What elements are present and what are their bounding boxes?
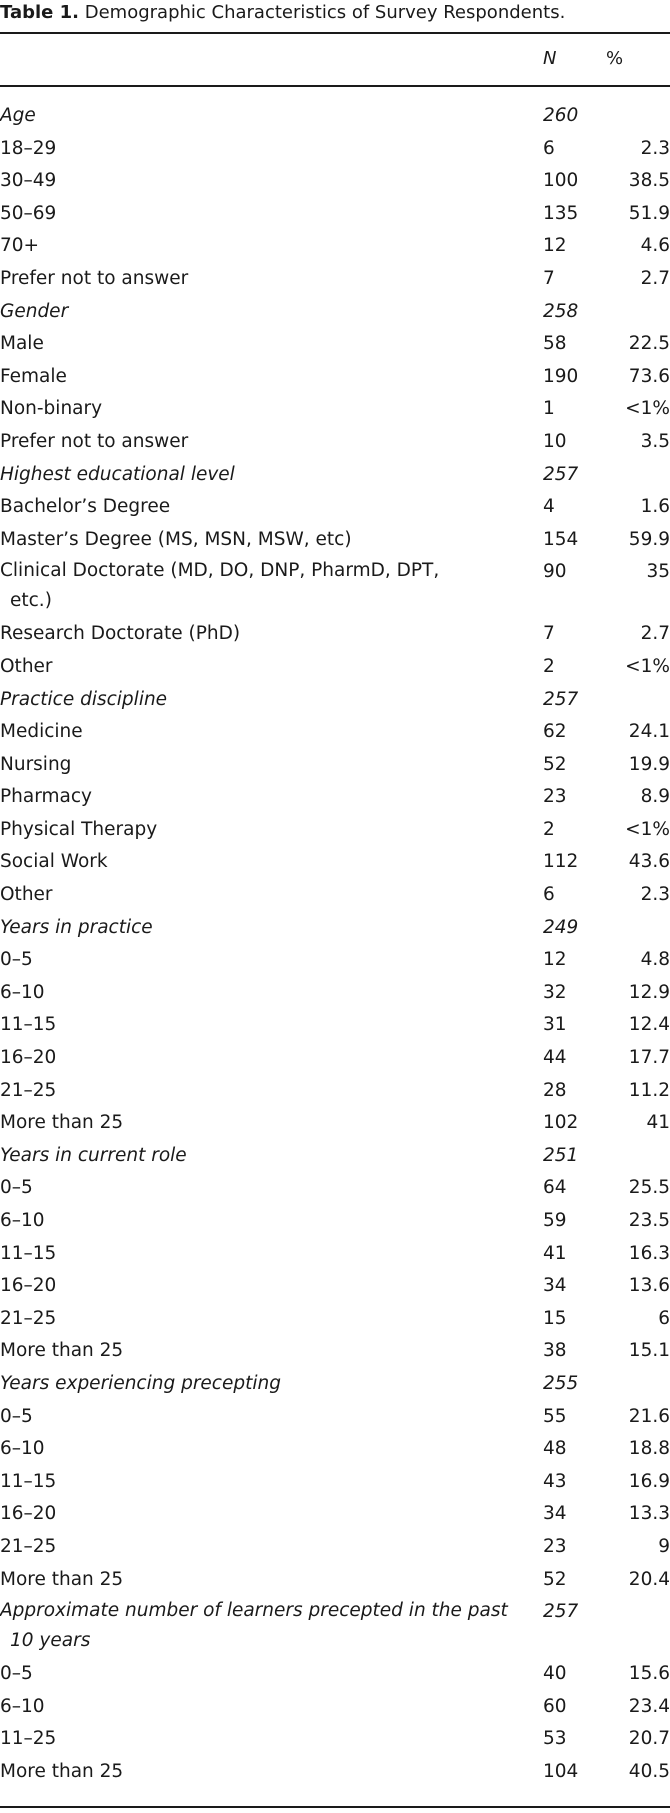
bottom-rule (0, 1806, 670, 1808)
row-n-value: 43 (543, 1470, 567, 1492)
row-label-line: More than 25 (0, 1568, 124, 1590)
row-n-value: 7 (543, 267, 555, 289)
row-label-line: 11–25 (0, 1728, 57, 1750)
table-row (0, 1658, 670, 1691)
row-label-line: 16–20 (0, 1275, 57, 1297)
row-n-value: 90 (543, 561, 567, 583)
row-label-line: Highest educational level (0, 463, 235, 485)
row-percent-value: 13.3 (628, 1503, 670, 1525)
row-n-value: 249 (543, 916, 579, 938)
row-percent-value: 11.2 (628, 1079, 670, 1101)
row-label-line: Physical Therapy (0, 818, 158, 840)
row-label (0, 361, 67, 394)
row-label (0, 524, 352, 557)
row-label (0, 1075, 56, 1108)
row-n-value: 40 (543, 1663, 567, 1685)
table-row (0, 749, 670, 782)
row-n-value: 44 (543, 1047, 567, 1069)
table-row (0, 165, 670, 198)
table-row (0, 198, 670, 231)
row-n-value: 258 (543, 300, 579, 322)
row-label (0, 1042, 56, 1075)
table-group-row (0, 684, 670, 717)
table-row (0, 618, 670, 651)
row-label-line: 0–5 (0, 1663, 33, 1685)
row-label (0, 426, 188, 459)
row-n-value: 100 (543, 170, 579, 192)
row-n-value: 34 (543, 1275, 567, 1297)
table-row (0, 393, 670, 426)
row-n-value: 7 (543, 623, 555, 645)
row-n-value: 48 (543, 1438, 567, 1460)
row-n-value: 6 (543, 137, 555, 159)
row-percent-value: 8.9 (640, 786, 670, 808)
row-label (0, 1335, 123, 1368)
row-n-value: 41 (543, 1242, 567, 1264)
column-header-percent: % (606, 48, 624, 69)
row-label (0, 1238, 56, 1271)
row-percent-value: 18.8 (628, 1438, 670, 1460)
row-label-line: Gender (0, 300, 69, 322)
column-header-n: N (543, 48, 557, 69)
table-row (0, 814, 670, 847)
row-percent-value: 4.6 (640, 235, 670, 257)
row-label-line: Approximate number of learners precepted in the past (0, 1600, 508, 1622)
table-row (0, 1075, 670, 1108)
row-label (0, 651, 53, 684)
row-label-line: 18–29 (0, 137, 57, 159)
row-percent-value: 13.6 (628, 1275, 670, 1297)
row-label-line: Other (0, 655, 53, 677)
table-row (0, 846, 670, 879)
row-label-line: 6–10 (0, 981, 45, 1003)
row-percent-value: 3.5 (640, 430, 670, 452)
table-row (0, 1564, 670, 1597)
row-label (0, 1531, 56, 1564)
row-label-line: Social Work (0, 851, 108, 873)
row-label-line: Pharmacy (0, 786, 92, 808)
row-percent-value: 41 (646, 1112, 670, 1134)
row-label (0, 491, 170, 524)
table-group-row (0, 1596, 670, 1658)
row-label (0, 133, 56, 166)
row-label (0, 684, 167, 717)
row-percent-value: 4.8 (640, 949, 670, 971)
table-row (0, 879, 670, 912)
table-row (0, 1238, 670, 1271)
row-n-value: 260 (543, 105, 579, 126)
row-label (0, 393, 102, 426)
table-row (0, 1433, 670, 1466)
row-label-line: Years in practice (0, 916, 153, 938)
row-label (0, 846, 108, 879)
row-percent-value: 21.6 (628, 1405, 670, 1427)
row-label-line: Medicine (0, 721, 83, 743)
row-label-line: 21–25 (0, 1079, 57, 1101)
table-caption (0, 0, 670, 32)
table-row (0, 230, 670, 263)
row-percent-value: 2.3 (640, 137, 670, 159)
row-percent-value: 40.5 (628, 1760, 670, 1782)
row-label-line: 0–5 (0, 1405, 33, 1427)
row-percent-value: <1% (625, 398, 670, 420)
row-n-value: 52 (543, 753, 567, 775)
table-row (0, 426, 670, 459)
row-label-line: Male (0, 333, 44, 355)
row-label (0, 1401, 33, 1434)
row-n-value: 64 (543, 1177, 567, 1199)
row-percent-value: 9 (658, 1535, 670, 1557)
row-n-value: 55 (543, 1405, 567, 1427)
row-label (0, 1009, 56, 1042)
table-row (0, 1009, 670, 1042)
table-row (0, 556, 670, 618)
table-row (0, 1498, 670, 1531)
row-label (0, 1270, 56, 1303)
row-n-value: 2 (543, 818, 555, 840)
table-body (0, 100, 670, 1789)
row-n-value: 257 (543, 688, 579, 710)
table-group-row (0, 296, 670, 329)
row-n-value: 10 (543, 430, 567, 452)
row-label (0, 1723, 56, 1756)
row-percent-value: 16.9 (628, 1470, 670, 1492)
row-n-value: 59 (543, 1210, 567, 1231)
table-group-row (0, 100, 670, 133)
table-row (0, 1531, 670, 1564)
row-percent-value: 24.1 (628, 721, 670, 743)
row-label-line: 30–49 (0, 170, 57, 192)
row-label (0, 459, 235, 492)
table-group-row (0, 459, 670, 492)
row-label-line: Master’s Degree (MS, MSN, MSW, etc) (0, 528, 352, 550)
row-label (0, 977, 45, 1010)
row-label-continuation: 10 years (10, 1630, 91, 1652)
row-n-value: 28 (543, 1079, 567, 1101)
table-row (0, 977, 670, 1010)
row-n-value: 104 (543, 1760, 579, 1782)
row-percent-value: 73.6 (628, 365, 670, 387)
table-row (0, 1723, 670, 1756)
row-label (0, 556, 510, 616)
row-label-line: 0–5 (0, 949, 33, 971)
table-row (0, 1107, 670, 1140)
row-label (0, 716, 83, 749)
row-percent-value: 6 (658, 1307, 670, 1329)
row-label (0, 814, 157, 847)
row-percent-value: 35 (646, 561, 670, 583)
table-row (0, 944, 670, 977)
row-percent-value: 17.7 (628, 1047, 670, 1069)
table-row (0, 1335, 670, 1368)
row-percent-value: 12.4 (628, 1014, 670, 1036)
row-n-value: 38 (543, 1340, 567, 1362)
top-rule (0, 32, 670, 34)
table-group-row (0, 1140, 670, 1173)
row-label (0, 198, 56, 231)
row-label-line: Prefer not to answer (0, 267, 189, 289)
row-label-line: 16–20 (0, 1047, 57, 1069)
row-percent-value: 1.6 (640, 496, 670, 518)
row-percent-value: <1% (625, 655, 670, 677)
row-n-value: 31 (543, 1014, 567, 1036)
table-row (0, 716, 670, 749)
row-label (0, 618, 240, 651)
row-label (0, 1466, 56, 1499)
row-label-line: 70+ (0, 235, 40, 257)
row-label (0, 1756, 123, 1789)
row-label-line: Practice discipline (0, 688, 168, 710)
row-label (0, 1368, 281, 1401)
table-row (0, 781, 670, 814)
row-label-line: 11–15 (0, 1014, 57, 1036)
row-n-value: 6 (543, 884, 555, 906)
table-group-row (0, 912, 670, 945)
row-label-line: 16–20 (0, 1503, 57, 1525)
row-label-line: 6–10 (0, 1695, 45, 1717)
row-n-value: 23 (543, 1535, 567, 1557)
row-label-line: Clinical Doctorate (MD, DO, DNP, PharmD, DPT, (0, 560, 440, 582)
row-percent-value: 38.5 (628, 170, 670, 192)
row-percent-value: 25.5 (628, 1177, 670, 1199)
table-row (0, 328, 670, 361)
table-row (0, 263, 670, 296)
row-percent-value: 23.5 (628, 1210, 670, 1231)
row-label-line: 6–10 (0, 1438, 45, 1460)
row-label (0, 100, 36, 133)
row-n-value: 58 (543, 333, 567, 355)
row-n-value: 190 (543, 365, 579, 387)
row-label (0, 1107, 123, 1140)
row-n-value: 62 (543, 721, 567, 743)
row-label-line: 21–25 (0, 1307, 57, 1329)
table-row (0, 651, 670, 684)
row-percent-value: 12.9 (628, 981, 670, 1003)
row-n-value: 1 (543, 398, 555, 420)
row-percent-value: <1% (625, 818, 670, 840)
row-n-value: 251 (543, 1144, 579, 1166)
row-label (0, 1564, 123, 1597)
row-n-value: 154 (543, 528, 579, 550)
row-label-line: Female (0, 365, 67, 387)
row-n-value: 257 (543, 1601, 579, 1623)
row-label (0, 1140, 187, 1173)
table-title: Demographic Characteristics of Survey Respondents. (84, 2, 566, 23)
row-label-line: 6–10 (0, 1210, 45, 1231)
row-label (0, 781, 92, 814)
row-percent-value: 43.6 (628, 851, 670, 873)
row-label-line: Prefer not to answer (0, 430, 189, 452)
table-row (0, 1691, 670, 1724)
table-row (0, 1270, 670, 1303)
table-number: Table 1. (0, 2, 79, 23)
row-percent-value: 51.9 (628, 202, 670, 224)
row-percent-value: 19.9 (628, 753, 670, 775)
row-percent-value: 15.6 (628, 1663, 670, 1685)
row-label-line: 11–15 (0, 1242, 57, 1264)
row-label (0, 1205, 45, 1238)
table-row (0, 1303, 670, 1336)
row-percent-value: 20.4 (628, 1568, 670, 1590)
row-percent-value: 20.7 (628, 1728, 670, 1750)
row-label (0, 296, 68, 329)
row-label (0, 165, 56, 198)
row-label-line: Other (0, 884, 53, 906)
table-row (0, 1756, 670, 1789)
table-row (0, 1205, 670, 1238)
table-row (0, 1042, 670, 1075)
row-label-line: Bachelor’s Degree (0, 496, 171, 518)
row-n-value: 4 (543, 496, 555, 518)
row-label-line: 50–69 (0, 202, 57, 224)
row-label (0, 749, 71, 782)
row-label (0, 944, 33, 977)
table-row (0, 1172, 670, 1205)
row-n-value: 12 (543, 949, 567, 971)
row-label-line: Non-binary (0, 398, 103, 420)
row-n-value: 15 (543, 1307, 567, 1329)
row-n-value: 102 (543, 1112, 579, 1134)
row-n-value: 32 (543, 981, 567, 1003)
row-n-value: 23 (543, 786, 567, 808)
row-percent-value: 22.5 (628, 333, 670, 355)
row-percent-value: 59.9 (628, 528, 670, 550)
row-label-line: Years in current role (0, 1144, 187, 1166)
table-row (0, 361, 670, 394)
row-label (0, 230, 39, 263)
row-n-value: 60 (543, 1695, 567, 1717)
table-row (0, 524, 670, 557)
row-label (0, 1303, 56, 1336)
row-label (0, 1498, 56, 1531)
row-label-line: 0–5 (0, 1177, 33, 1199)
row-label (0, 879, 53, 912)
row-percent-value: 23.4 (628, 1695, 670, 1717)
row-label (0, 1433, 45, 1466)
row-label (0, 263, 188, 296)
table-row (0, 1401, 670, 1434)
row-n-value: 52 (543, 1568, 567, 1590)
table-row (0, 133, 670, 166)
row-n-value: 12 (543, 235, 567, 257)
row-label (0, 1596, 510, 1656)
row-label-line: Years experiencing precepting (0, 1372, 281, 1394)
row-label (0, 328, 44, 361)
row-n-value: 135 (543, 202, 579, 224)
row-label-continuation: etc.) (10, 590, 52, 612)
row-label-line: Nursing (0, 753, 72, 775)
row-n-value: 255 (543, 1372, 579, 1394)
row-label (0, 1172, 33, 1205)
row-n-value: 53 (543, 1728, 567, 1750)
row-n-value: 34 (543, 1503, 567, 1525)
row-percent-value: 2.3 (640, 884, 670, 906)
row-percent-value: 2.7 (640, 623, 670, 645)
row-label-line: Research Doctorate (PhD) (0, 623, 241, 645)
header-rule (0, 85, 670, 87)
row-n-value: 112 (543, 851, 579, 873)
row-label-line: Age (0, 105, 36, 126)
row-label (0, 1658, 33, 1691)
row-label-line: 11–15 (0, 1470, 57, 1492)
row-label (0, 912, 153, 945)
row-label-line: 21–25 (0, 1535, 57, 1557)
row-n-value: 257 (543, 463, 579, 485)
row-percent-value: 15.1 (628, 1340, 670, 1362)
row-percent-value: 16.3 (628, 1242, 670, 1264)
row-n-value: 2 (543, 655, 555, 677)
row-percent-value: 2.7 (640, 267, 670, 289)
row-label-line: More than 25 (0, 1112, 124, 1134)
table-row (0, 491, 670, 524)
row-label (0, 1691, 45, 1724)
row-label-line: More than 25 (0, 1760, 124, 1782)
table-row (0, 1466, 670, 1499)
row-label-line: More than 25 (0, 1340, 124, 1362)
table-group-row (0, 1368, 670, 1401)
